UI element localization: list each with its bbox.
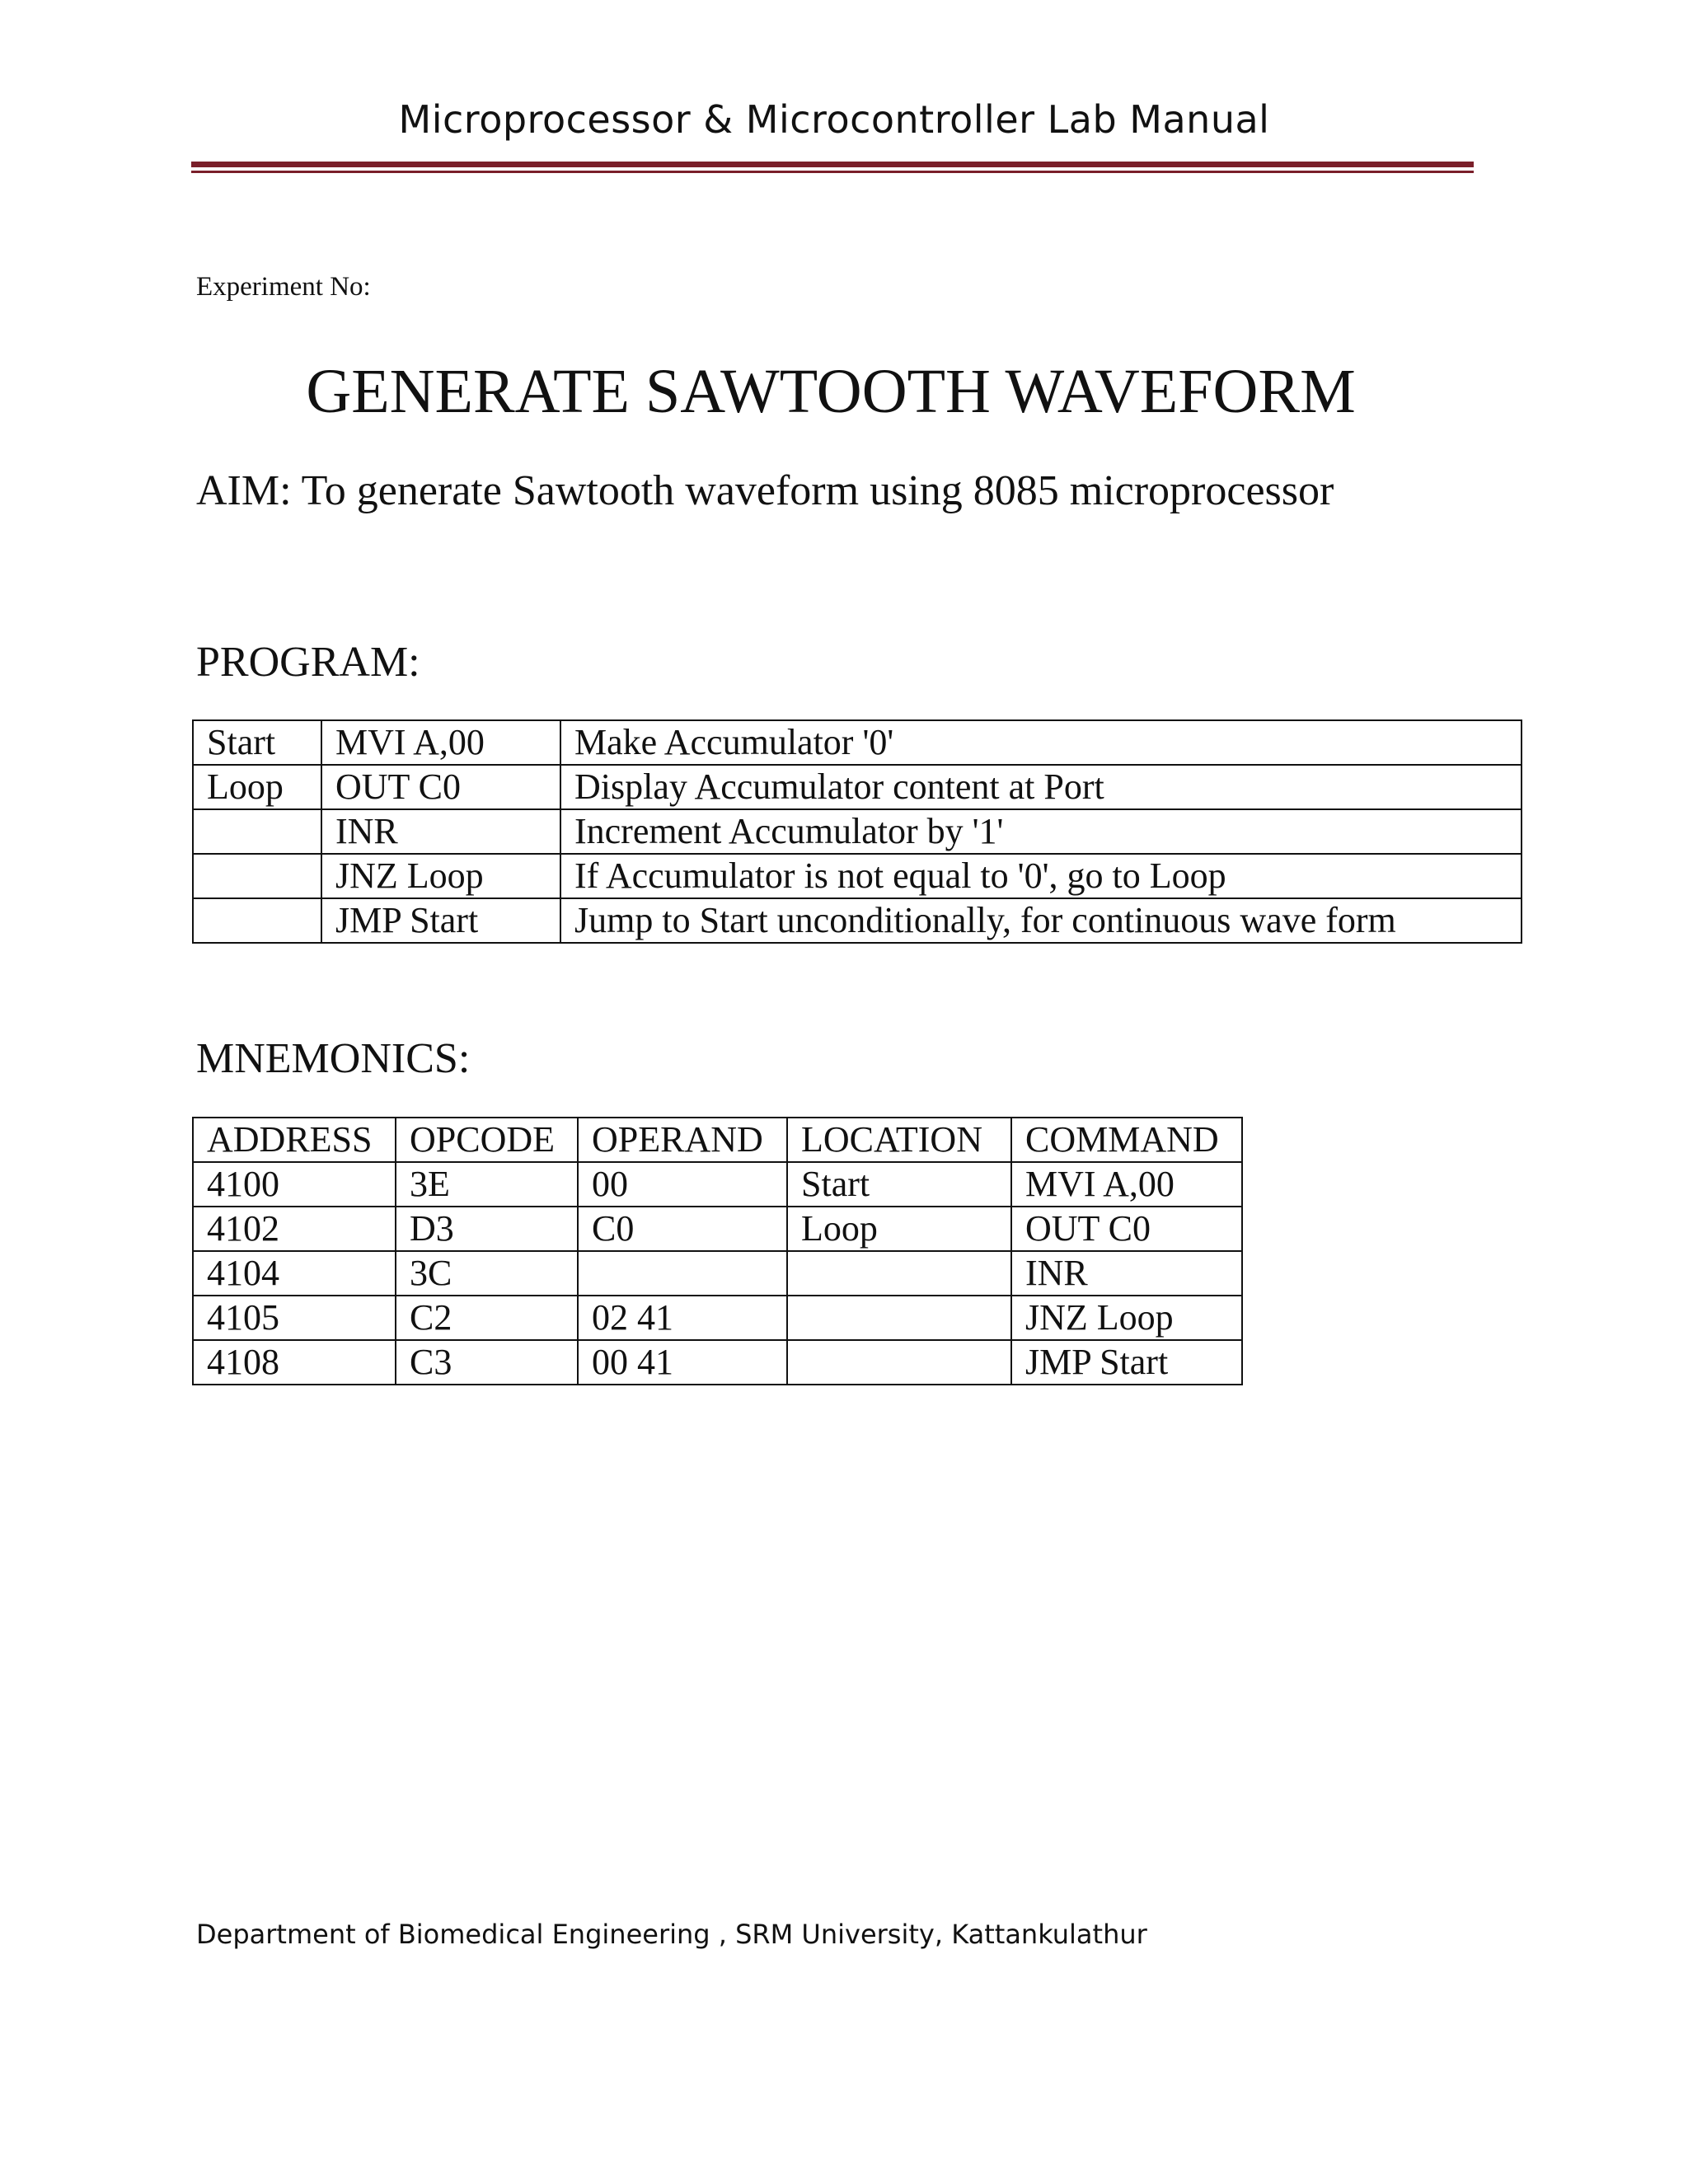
page-footer: Department of Biomedical Engineering , SRM University, Kattankulathur (196, 1919, 1147, 1950)
table-row (193, 1296, 1242, 1340)
operand-cell: 00 (578, 1162, 787, 1207)
program-instruction-cell: INR (321, 809, 560, 854)
program-instruction-cell: JNZ Loop (321, 854, 560, 898)
table-row (193, 1162, 1242, 1207)
command-cell: INR (1011, 1251, 1242, 1296)
mnemonics-heading: MNEMONICS: (196, 1035, 471, 1082)
opcode-cell: 3C (396, 1251, 578, 1296)
program-instruction-cell: MVI A,00 (321, 720, 560, 765)
program-instruction-cell: OUT C0 (321, 765, 560, 809)
experiment-number-label: Experiment No: (196, 272, 371, 302)
program-table (192, 719, 1522, 944)
opcode-cell: 3E (396, 1162, 578, 1207)
program-label-cell (193, 854, 321, 898)
address-cell: 4105 (193, 1296, 396, 1340)
table-row (193, 720, 1522, 765)
location-cell: Start (787, 1162, 1011, 1207)
operand-cell: C0 (578, 1207, 787, 1251)
header-title: Microprocessor & Microcontroller Lab Manual (398, 97, 1270, 142)
program-instruction-cell: JMP Start (321, 898, 560, 943)
column-header-address: ADDRESS (193, 1118, 396, 1162)
address-cell: 4102 (193, 1207, 396, 1251)
program-label-cell (193, 898, 321, 943)
operand-cell: 02 41 (578, 1296, 787, 1340)
program-comment-cell: Jump to Start unconditionally, for continuous wave form (560, 898, 1522, 943)
column-header-opcode: OPCODE (396, 1118, 578, 1162)
operand-cell (578, 1251, 787, 1296)
command-cell: JMP Start (1011, 1340, 1242, 1385)
table-row (193, 765, 1522, 809)
location-cell (787, 1296, 1011, 1340)
opcode-cell: C3 (396, 1340, 578, 1385)
address-cell: 4104 (193, 1251, 396, 1296)
location-cell (787, 1340, 1011, 1385)
command-cell: OUT C0 (1011, 1207, 1242, 1251)
table-row (193, 898, 1522, 943)
program-heading: PROGRAM: (196, 639, 420, 686)
location-cell (787, 1251, 1011, 1296)
header-rule-thin (191, 171, 1474, 173)
table-row (193, 1340, 1242, 1385)
column-header-location: LOCATION (787, 1118, 1011, 1162)
table-row (193, 809, 1522, 854)
command-cell: JNZ Loop (1011, 1296, 1242, 1340)
opcode-cell: C2 (396, 1296, 578, 1340)
aim-statement: AIM: To generate Sawtooth waveform using 8085 microprocessor (196, 467, 1334, 514)
program-label-cell (193, 809, 321, 854)
page-title: GENERATE SAWTOOTH WAVEFORM (306, 357, 1356, 426)
opcode-cell: D3 (396, 1207, 578, 1251)
operand-cell: 00 41 (578, 1340, 787, 1385)
table-row (193, 854, 1522, 898)
header-rule-thick (191, 162, 1474, 167)
program-label-cell: Start (193, 720, 321, 765)
program-comment-cell: Display Accumulator content at Port (560, 765, 1522, 809)
program-comment-cell: Make Accumulator '0' (560, 720, 1522, 765)
address-cell: 4108 (193, 1340, 396, 1385)
location-cell: Loop (787, 1207, 1011, 1251)
table-header-row (193, 1118, 1242, 1162)
column-header-command: COMMAND (1011, 1118, 1242, 1162)
mnemonics-table (192, 1117, 1243, 1385)
table-row (193, 1251, 1242, 1296)
program-comment-cell: Increment Accumulator by '1' (560, 809, 1522, 854)
table-row (193, 1207, 1242, 1251)
column-header-operand: OPERAND (578, 1118, 787, 1162)
command-cell: MVI A,00 (1011, 1162, 1242, 1207)
program-label-cell: Loop (193, 765, 321, 809)
address-cell: 4100 (193, 1162, 396, 1207)
program-comment-cell: If Accumulator is not equal to '0', go to Loop (560, 854, 1522, 898)
